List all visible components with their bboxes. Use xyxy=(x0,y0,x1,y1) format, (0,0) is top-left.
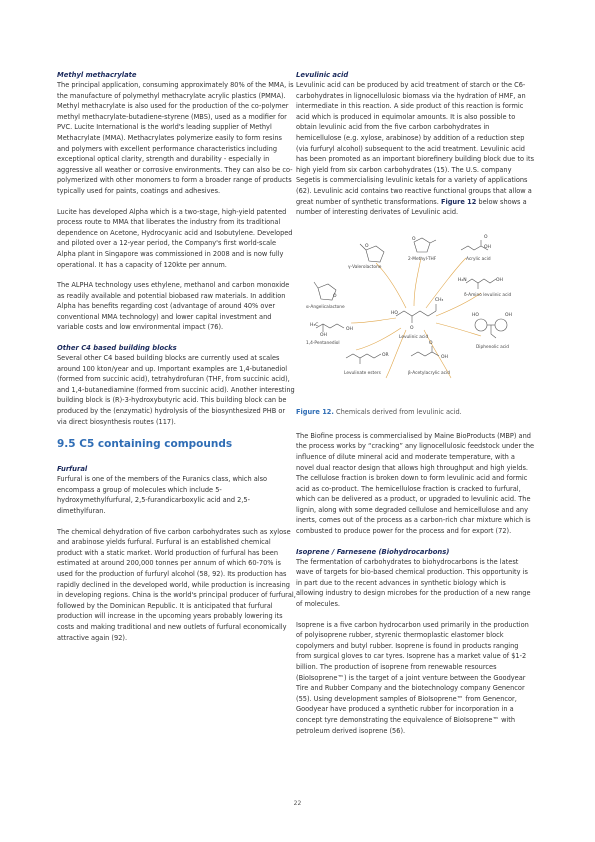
svg-text:O: O xyxy=(365,243,369,249)
svg-text:OH: OH xyxy=(320,332,327,338)
mma-paragraph-3: The ALPHA technology uses ethylene, methanol and carbon monoxide as readily available and potential biobased raw materials. In addition Alpha has benefits regarding cost (advantage of around 40% over conventional MMA technology) and lower capital investment and variable costs and low environmental impact (76). xyxy=(57,281,290,332)
svg-text:OR: OR xyxy=(382,352,389,358)
svg-text:O: O xyxy=(484,234,488,240)
chemical-structures-diagram xyxy=(296,228,535,403)
isoprene-paragraph-2: Isoprene is a five carbon hydrocarbon used primarily in the production of polyisoprene rubber, styrenic thermoplastic elastomer block copolymers and butyl rubber. Isoprene is found in products ranging from surgical gloves to car tyres. Isoprene has a market value of $1-2 billion. The production of isoprene from renewable resources (BioIsoprene™) is the target of a joint venture between the Goodyear Tire and Rubber Company and the biotechnology company Genencor (55). Using development samples of BioIsoprene™ from Genencor, Goodyear have produced a synthetic rubber for incorporation in a concept tyre demonstrating the equivalence of BioIsoprene™ with petroleum derived isoprene (56). xyxy=(296,620,529,735)
label-levulinic-acid: Levulinic acid xyxy=(399,334,429,340)
left-column xyxy=(57,70,296,653)
svg-text:OH: OH xyxy=(496,277,503,283)
label-angelicalactone: α-Angelicalactone xyxy=(306,304,345,310)
label-valerolactone: γ-Valerolactone xyxy=(348,264,382,270)
figure-caption xyxy=(296,407,535,417)
svg-text:HO: HO xyxy=(472,312,479,318)
svg-text:H₂N: H₂N xyxy=(458,277,467,283)
label-aminolevulinic-acid: δ-Amino levulinic acid xyxy=(464,292,512,298)
label-levulinate-esters: Levulinate esters xyxy=(344,370,381,376)
levulinic-heading: Levulinic acid xyxy=(296,71,349,79)
figure-reference: Figure 12 xyxy=(440,197,477,206)
biofine-paragraph: The Biofine process is commercialised by Maine BioProducts (MBP) and the process works by “cracking” any lignocellulosic feedstock under the influence of dilute mineral acid and moderate temperature, with a novel dual reactor design that allows high throughput and high yields. The cellulose fraction is broken down to form levulinic acid and formic acid as co-product. The hemicellulose fraction is cracked to furfural, which can be delivered as a product, or upgraded to levulinic acid. The lignin, along with some degraded cellulose and hemicellulose and any inerts, comes out of the process as a carbon-rich char mixture which is combusted to produce power for the process and for export (72). xyxy=(296,431,535,536)
svg-text:O: O xyxy=(333,293,337,299)
mma-heading: Methyl methacrylate xyxy=(57,71,137,79)
page-number: 22 xyxy=(293,800,302,807)
levulinic-derivatives-figure xyxy=(296,228,535,403)
section-heading: 9.5 C5 containing compounds xyxy=(57,438,233,451)
caption-label: Figure 12. xyxy=(296,407,334,416)
levulinic-text-end: below shows a number of interesting derivates of Levulinic acid. xyxy=(296,197,527,217)
svg-text:OH: OH xyxy=(484,244,491,250)
svg-text:O: O xyxy=(410,325,414,331)
levulinic-text: Levulinic acid can be produced by acid treatment of starch or the C6-carbohydrates in lignocellulosic biomass via the hydration of HMF, an intermediate in this reaction. A side product of this reaction is formic acid which is produced in equimolar amounts. It is also possible to obtain levulinic acid from the five carbon carbohydrates in hemicellulose (e.g. xylose, arabinose) by addition of a reduction step (via furfuryl alcohol) subsequent to the acid treatment. Levulinic acid has been promoted as an important biorefinery building block due to its high yield from six carbon carbohydrates (15). The U.S. company Segetis is commercialising levulinic ketals for a variety of applications (62). Levulinic acid contains two reactive functional groups that allow a great number of synthetic transformations. xyxy=(296,81,535,206)
c4-heading: Other C4 based building blocks xyxy=(57,344,177,353)
svg-text:OH: OH xyxy=(505,312,512,318)
svg-text:HO: HO xyxy=(391,310,398,316)
svg-text:CH₃: CH₃ xyxy=(435,297,444,303)
isoprene-paragraph-1: The fermentation of carbohydrates to biohydrocarbons is the latest wave of targets for bio-based chemical production. This opportunity is in part due to the recent advances in synthetic biology which is allowing industry to design microbes for the production of a new range of molecules. xyxy=(296,557,531,609)
isoprene-heading: Isoprene / Farnesene (Biohydrocarbons) xyxy=(296,547,450,556)
caption-text: Chemicals derived from levulinic acid. xyxy=(336,407,462,416)
mma-paragraph-1: The principal application, consuming approximately 80% of the MMA, is the manufacture of polymethyl methacrylate acrylic plastics (PMMA). Methyl methacrylate is also used for the production of the co-polymer methyl methacrylate-butadiene-styrene (MBS), used as a modifier for PVC. Lucite International is the world's leading supplier of Methyl Methacrylate (MMA). Methacrylates polymerize easily to form resins and polymers with excellent performance characteristics including exceptional optical clarity, strength and durability - especially in aggressive all weather or corrosive environments. They can also be co-polymerized with other monomers to form a broader range of products typically used for paints, coatings and adhesives. xyxy=(57,81,294,195)
svg-text:H₃C: H₃C xyxy=(310,322,319,328)
furfural-paragraph-1: Furfural is one of the members of the Furanics class, which also encompass a group of molecules which include 5-hydroxymethylfurfural, 2,5-furandicarboxylic acid and 2,5-dimethylfuran. xyxy=(57,475,268,515)
levulinic-paragraph xyxy=(296,80,535,218)
svg-text:O: O xyxy=(429,340,433,346)
label-pentanediol: 1,4-Pentanediol xyxy=(306,340,340,346)
svg-text:OH: OH xyxy=(346,326,353,332)
label-diphenolic-acid: Diphenolic acid xyxy=(476,344,509,350)
furfural-heading: Furfural xyxy=(57,465,88,474)
svg-text:O: O xyxy=(412,236,416,242)
mma-paragraph-2: Lucite has developed Alpha which is a two-stage, high-yield patented process route to MMA that liberates the industry from its traditional dependence on Acetone, Hydrocyanic acid and Isobutylene. Developed and piloted over a 12-year period, the Company's first world-scale Alpha plant in Singapore was commissioned in 2008 and is now fully operational. It has a capacity of 120kte per annum. xyxy=(57,207,293,269)
c4-paragraph: Several other C4 based building blocks are currently used at scales around 100 kton/year and up. Important examples are 1,4-butanediol (formed from succinic acid), tetrahydrofuran (THF, from succinic acid), and 1,4-butanediamine (formed from succinic acid). Another interesting building block is (R)-3-hydroxybutyric acid. This building block can be produced by the (enzymatic) hydrolysis of the biosynthesized PHB or via direct biosynthesis routes (117). xyxy=(57,354,295,426)
label-methylthf: 2-Methyl-THF xyxy=(408,256,437,262)
svg-text:OH: OH xyxy=(441,354,448,360)
label-acetylacrylic-acid: β-Acetylacrylic acid xyxy=(408,370,450,376)
label-acrylic-acid: Acrylic acid xyxy=(466,256,491,262)
furfural-paragraph-2: The chemical dehydration of five carbon carbohydrates such as xylose and arabinose yields furfural. Furfural is an established chemical product with a static market. World production of furfural has been estimated at around 200,000 tonnes per annum of which 60-70% is used for the production of furfuryl alcohol (58, 92). Its production has rapidly declined in the developed world, while production is increasing in developing regions. China is the world's principal producer of furfural, followed by the Dominican Republic. It is anticipated that furfural production will increase in the upcoming years probably lowering its costs and making traditional and new outlets of furfural economically attractive again (92). xyxy=(57,527,296,642)
right-column xyxy=(296,70,535,746)
